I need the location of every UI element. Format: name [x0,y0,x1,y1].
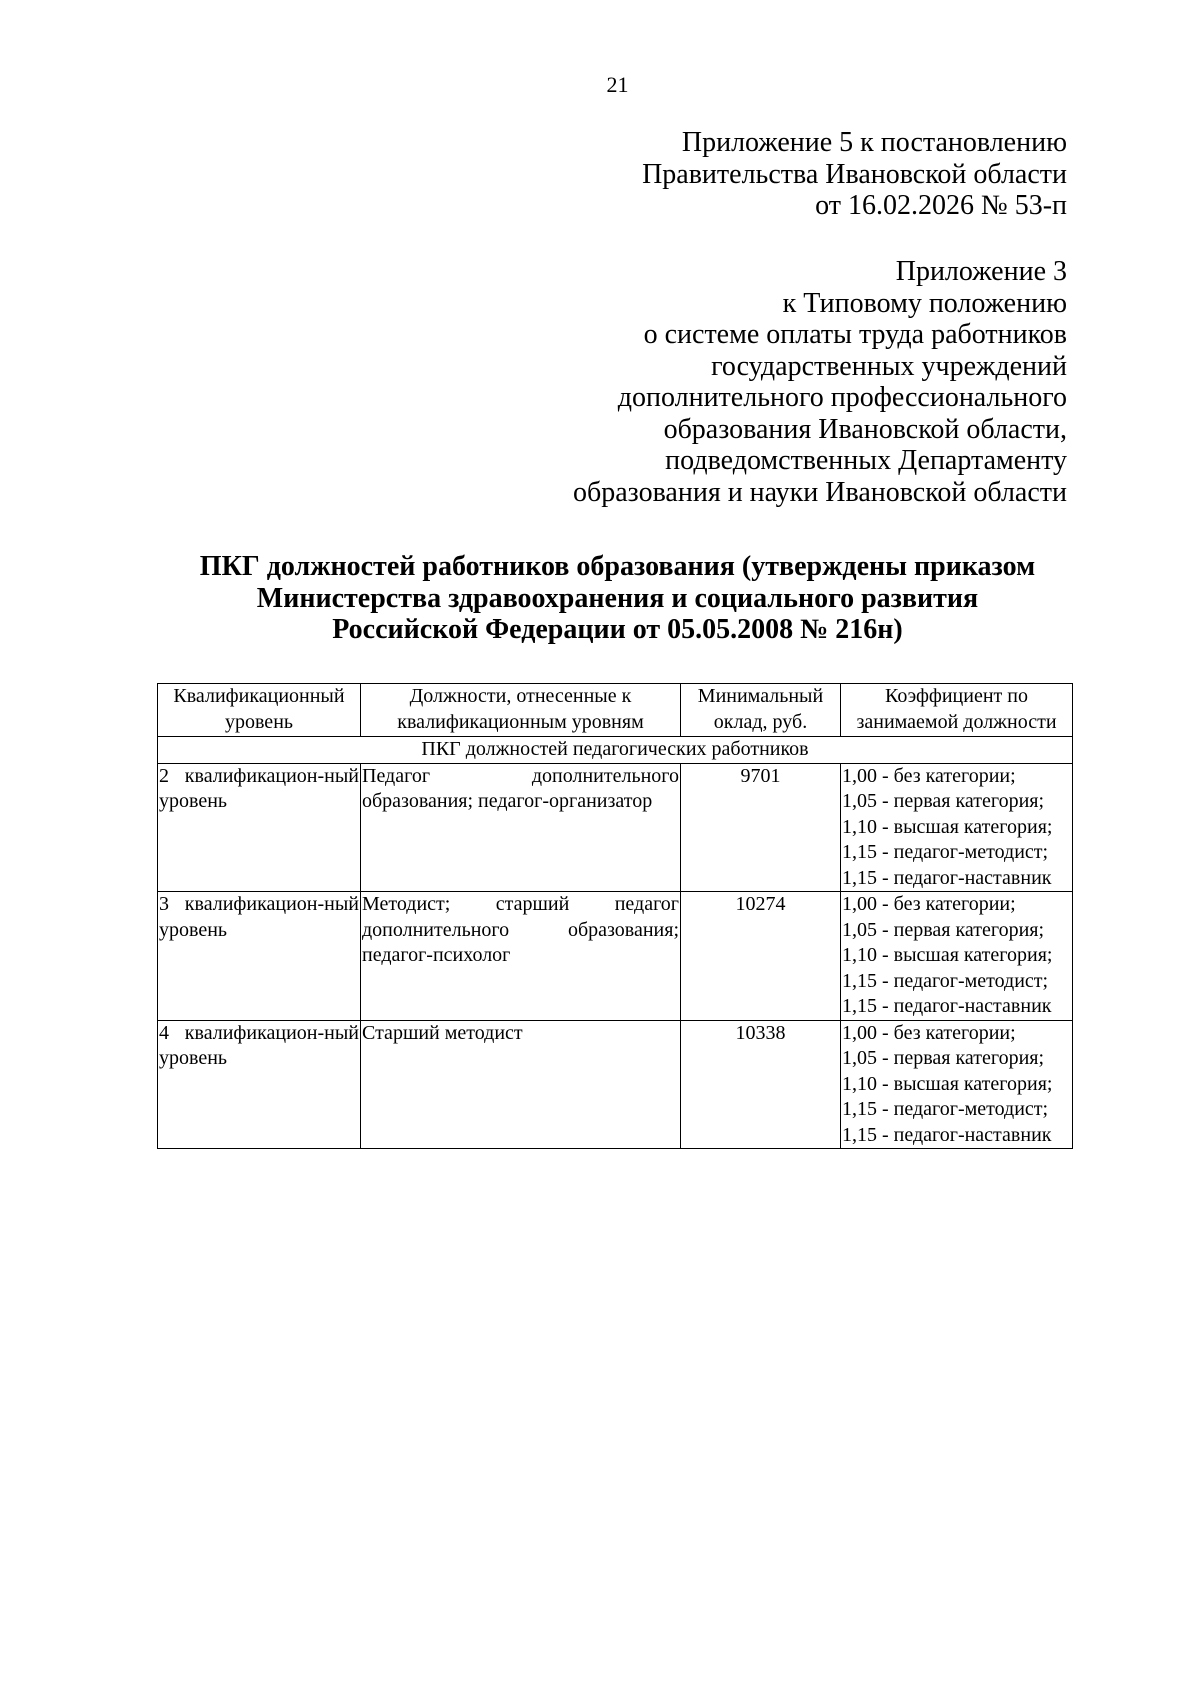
title-line: Российской Федерации от 05.05.2008 № 216н) [332,614,903,645]
page-number: 21 [606,72,629,97]
table-row [158,1020,1073,1149]
appendix-3-header [573,256,1067,508]
appendix-3-line: образования Ивановской области, [663,413,1067,445]
coefficient-line: 1,00 - без категории; [842,764,1016,787]
header-coefficient: Коэффициент по занимаемой должности [841,684,1073,737]
appendix-3-line: образования и науки Ивановской области [573,476,1067,508]
header-positions: Должности, отнесенные к квалификационным уровням [361,684,681,737]
coefficients [841,892,1073,1021]
coefficient-line: 1,15 - педагог-методист; [842,841,1049,863]
appendix-5-line: Приложение 5 к постановлению [681,127,1067,158]
positions: Педагог дополнительного образования; педагог-организатор [361,763,681,892]
coefficient-line: 1,05 - первая категория; [842,790,1045,812]
coefficient-line: 1,15 - педагог-наставник [842,866,1052,889]
qualification-level: 4 квалификацион-ный уровень [158,1020,361,1149]
section-row [158,737,1073,764]
header-qualification-level: Квалификационный уровень [158,684,361,737]
table-row [158,892,1073,1021]
header-min-salary: Минимальный оклад, руб. [681,684,841,737]
appendix-5-line: Правительства Ивановской области [642,158,1067,190]
appendix-3-line: Приложение 3 [895,256,1067,287]
section-title: ПКГ должностей педагогических работников [158,737,1073,764]
coefficient-line: 1,05 - первая категория; [842,918,1045,941]
table-row [158,763,1073,892]
title-line: ПКГ должностей работников образования (утверждены приказом [199,551,1036,582]
appendix-5-header [642,127,1067,222]
pkg-table [157,683,1073,1149]
appendix-3-line: подведомственных Департаменту [665,445,1067,476]
appendix-3-line: дополнительного профессионального [617,382,1067,413]
positions: Старший методист [361,1020,681,1149]
document-title [0,551,1200,646]
qualification-level: 3 квалификацион-ный уровень [158,892,361,1021]
coefficient-line: 1,00 - без категории; [842,893,1016,915]
appendix-3-line: к Типовому положению [782,287,1067,319]
coefficient-line: 1,10 - высшая категория; [842,944,1053,966]
coefficient-line: 1,00 - без категории; [842,1021,1016,1044]
min-salary: 10274 [681,892,841,1021]
appendix-3-line: о системе оплаты труда работников [643,319,1067,350]
coefficient-line: 1,05 - первая категория; [842,1047,1045,1069]
coefficient-line: 1,15 - педагог-наставник [842,995,1052,1017]
min-salary: 10338 [681,1020,841,1149]
coefficient-line: 1,15 - педагог-наставник [842,1123,1052,1146]
coefficient-line: 1,10 - высшая категория; [842,1072,1053,1095]
coefficients [841,763,1073,892]
coefficient-line: 1,15 - педагог-методист; [842,1098,1049,1120]
coefficient-line: 1,10 - высшая категория; [842,815,1053,838]
table-header-row [158,684,1073,737]
positions: Методист; старший педагог дополнительного образования; педагог-психолог [361,892,681,1021]
coefficients [841,1020,1073,1149]
coefficient-line: 1,15 - педагог-методист; [842,969,1049,992]
appendix-3-line: государственных учреждений [711,350,1067,382]
min-salary: 9701 [681,763,841,892]
appendix-5-line: от 16.02.2026 № 53-п [815,190,1067,221]
qualification-level: 2 квалификацион-ный уровень [158,763,361,892]
title-line: Министерства здравоохранения и социального развития [256,582,979,614]
